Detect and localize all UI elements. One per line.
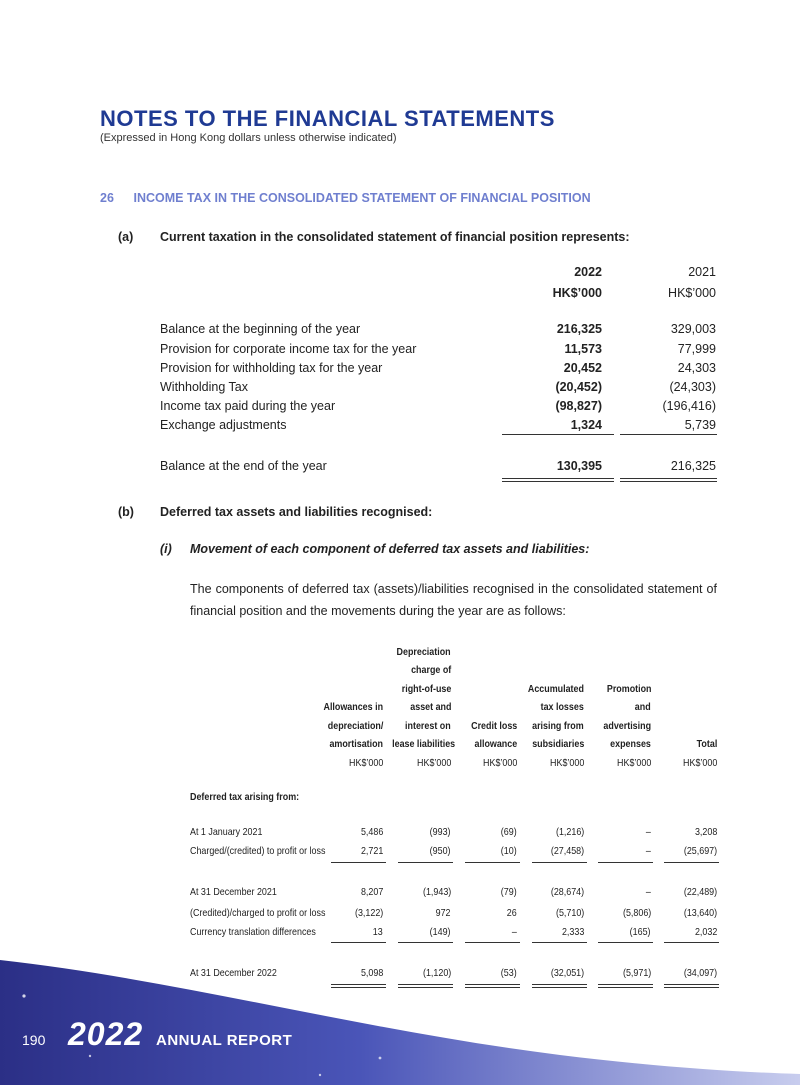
table-cell: (993) (430, 826, 451, 838)
table-cell: (165) (630, 926, 651, 938)
col-2022-unit: HK$’000 (552, 286, 602, 300)
part-b-sub-title: Movement of each component of deferred tax assets and liabilities: (190, 542, 590, 556)
part-a-total-2021: 216,325 (670, 459, 716, 473)
table-cell: 3,208 (694, 826, 717, 838)
table-row-label: (Credited)/charged to profit or loss (190, 907, 326, 919)
table-header-text: advertising (603, 719, 651, 732)
table-cell: 5,486 (360, 826, 383, 838)
table-row-label: At 31 December 2022 (190, 967, 277, 979)
page-subtitle: (Expressed in Hong Kong dollars unless otherwise indicated) (100, 132, 397, 144)
table-cell: (5,710) (555, 907, 584, 919)
part-a-label: (a) (118, 230, 134, 244)
table-unit: HK$’000 (482, 757, 517, 769)
table-unit: HK$’000 (682, 757, 717, 769)
part-a-heading (118, 230, 630, 244)
part-a-row-2021: 77,999 (677, 342, 716, 356)
col-2021-unit: HK$’000 (668, 286, 716, 300)
part-b-title: Deferred tax assets and liabilities recognised: (160, 505, 433, 519)
table-cell: (28,674) (550, 886, 584, 898)
part-a-row-label: Balance at the beginning of the year (160, 322, 361, 336)
table-row-label: Currency translation differences (190, 926, 316, 938)
part-a-total-label: Balance at the end of the year (160, 459, 327, 473)
part-a-row-label: Provision for corporate income tax for the year (160, 342, 417, 356)
table-header-text: tax losses (540, 701, 584, 713)
part-b-paragraph: The components of deferred tax (assets)/liabilities recognised in the consolidated statement of financial position and the movements during the year are as follows: (190, 582, 717, 618)
part-a-row-2022: 20,452 (563, 361, 602, 375)
part-a-title: Current taxation in the consolidated statement of financial position represents: (160, 230, 630, 244)
section-heading (100, 191, 591, 205)
table-header-text: Promotion (606, 682, 651, 695)
part-a-row-label: Income tax paid during the year (160, 399, 336, 413)
report-name: ANNUAL REPORT (156, 1032, 293, 1049)
part-a-row-label: Withholding Tax (160, 380, 249, 394)
table-row-label: Charged/(credited) to profit or loss (190, 845, 326, 857)
table-cell: (3,122) (354, 907, 383, 919)
table-cell: 26 (507, 907, 517, 919)
table-cell: (1,943) (422, 886, 451, 898)
table-cell: (149) (430, 926, 451, 938)
table-header-text: amortisation (329, 738, 383, 750)
table-header-text: and (635, 701, 651, 713)
table-cell: 2,032 (694, 926, 717, 938)
table-cell: 13 (373, 926, 383, 938)
part-a-row-label: Provision for withholding tax for the year (160, 361, 383, 375)
part-a-row-2022: 1,324 (570, 418, 602, 432)
table-cell: (1,120) (422, 967, 451, 979)
table-cell: – (646, 845, 651, 857)
table-unit: HK$’000 (348, 757, 383, 769)
part-b-heading (118, 505, 433, 519)
table-header-text: charge of (410, 664, 451, 676)
part-a-row-2021: (24,303) (669, 380, 716, 394)
part-b-sub-label: (i) (160, 542, 172, 556)
col-2022-header: 2022 (574, 265, 602, 279)
table-header-text: subsidiaries (531, 738, 584, 750)
table-cell: (25,697) (683, 845, 717, 857)
table-header-text: interest on (405, 719, 451, 732)
table-cell: – (512, 926, 517, 938)
part-a-row-2022: (20,452) (555, 380, 602, 394)
section-number: 26 (100, 191, 114, 205)
table-cell: – (646, 886, 651, 898)
table-cell: 972 (436, 907, 451, 919)
table-cell: (34,097) (683, 967, 717, 979)
table-header-text: Depreciation (396, 645, 451, 658)
table-cell: (5,806) (622, 907, 651, 919)
table-header-text: expenses (610, 738, 651, 750)
table-section-label: Deferred tax arising from: (190, 791, 300, 803)
table-cell: 5,098 (360, 967, 383, 979)
table-cell: (13,640) (683, 907, 717, 919)
table-header-text: right-of-use (401, 682, 451, 695)
table-cell: – (646, 826, 651, 838)
col-2021-header: 2021 (688, 265, 716, 279)
table-header-text: Total (696, 738, 717, 750)
part-a-row-2022: 11,573 (564, 342, 602, 356)
page-title: NOTES TO THE FINANCIAL STATEMENTS (100, 106, 555, 131)
table-cell: 8,207 (360, 886, 383, 898)
part-a-row-2022: 216,325 (556, 322, 602, 336)
table-cell: (79) (501, 886, 517, 898)
table-cell: (1,216) (555, 826, 584, 838)
table-cell: (950) (430, 845, 451, 857)
table-header-text: Accumulated (527, 682, 584, 695)
table-header-text: depreciation/ (327, 719, 383, 732)
table-header-text: asset and (409, 701, 451, 713)
table-cell: 2,721 (360, 845, 383, 857)
part-a-row-label: Exchange adjustments (160, 418, 287, 432)
table-cell: (32,051) (550, 967, 584, 979)
part-a-row-2022: (98,827) (555, 399, 602, 413)
table-header-text: lease liabilities (392, 738, 456, 750)
table-cell: (69) (501, 826, 517, 838)
table-cell: (27,458) (550, 845, 584, 857)
table-row-label: At 1 January 2021 (190, 826, 263, 838)
part-a-row-2021: 5,739 (684, 418, 716, 432)
part-b-label: (b) (118, 505, 134, 519)
table-unit: HK$’000 (416, 757, 451, 769)
table-cell: (22,489) (683, 886, 717, 898)
table-header-text: arising from (532, 719, 584, 732)
table-unit: HK$’000 (616, 757, 651, 769)
table-cell: (10) (501, 845, 517, 857)
table-cell: 2,333 (561, 926, 584, 938)
table-header-text: Credit loss (470, 719, 517, 732)
part-a-row-2021: 329,003 (670, 322, 716, 336)
report-year: 2022 (68, 1016, 144, 1052)
table-cell: (53) (501, 967, 517, 979)
page-number: 190 (22, 1032, 46, 1048)
table-row-label: At 31 December 2021 (190, 886, 277, 898)
part-a-row-2021: (196,416) (662, 399, 716, 413)
table-unit: HK$’000 (549, 757, 584, 769)
part-a-total-2022: 130,395 (556, 459, 602, 473)
table-header-text: allowance (474, 738, 517, 750)
table-header-text: Allowances in (323, 701, 384, 713)
section-title: INCOME TAX IN THE CONSOLIDATED STATEMENT OF FINANCIAL POSITION (133, 191, 591, 205)
table-cell: (5,971) (622, 967, 651, 979)
part-a-row-2021: 24,303 (677, 361, 716, 375)
